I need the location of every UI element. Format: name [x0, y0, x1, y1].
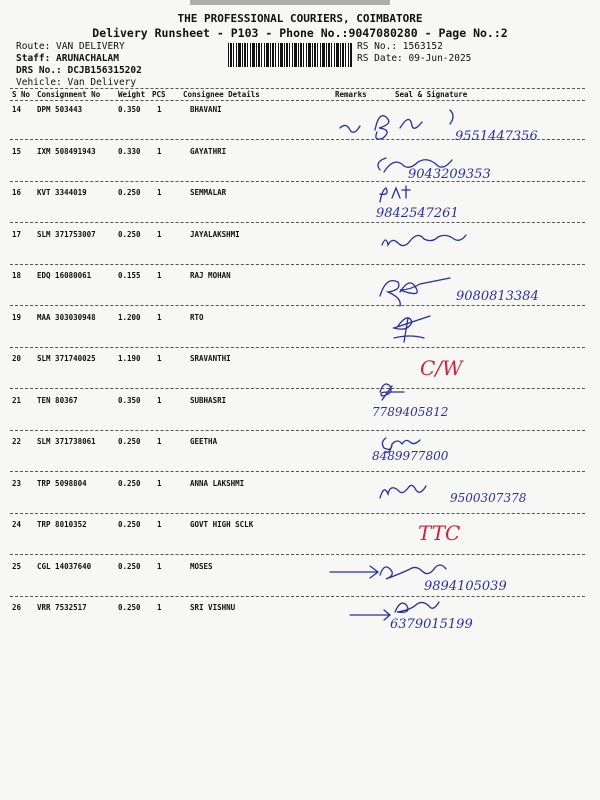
- row-sno: 26: [12, 603, 22, 612]
- vehicle-label: Vehicle: Van Delivery: [16, 77, 137, 88]
- col-consignee: Consignee Details: [183, 90, 260, 99]
- barcode: [228, 43, 352, 67]
- row-divider: [10, 554, 585, 555]
- col-pcs: PCS: [152, 90, 166, 99]
- row-sno: 23: [12, 478, 22, 488]
- runsheet-subtitle: Delivery Runsheet - P103 - Phone No.:9047080280 - Page No.:2: [92, 26, 508, 40]
- row-consignment-no: MAA 303030948: [37, 312, 96, 322]
- header-rule-bottom: [10, 100, 585, 101]
- row-weight: 0.350: [118, 395, 141, 405]
- row-consignment-no: VRR 7532517: [37, 603, 87, 612]
- row-pcs: 1: [157, 520, 162, 529]
- sig-14-ink: [340, 125, 360, 132]
- row-consignee: BHAVANI: [190, 105, 222, 114]
- row-pcs: 1: [157, 271, 162, 280]
- header-rule-top: [10, 88, 585, 89]
- sig-16-phone: 9842547261: [376, 206, 459, 221]
- row-pcs: 1: [157, 561, 162, 571]
- row-divider: [10, 222, 585, 223]
- row-divider: [10, 596, 585, 597]
- row-pcs: 1: [157, 395, 162, 405]
- row-weight: 0.250: [118, 520, 141, 529]
- row-consignee: MOSES: [190, 561, 213, 571]
- row-consignment-no: IXM 508491943: [37, 146, 96, 156]
- row-pcs: 1: [157, 188, 162, 197]
- sig-14-phone: 9551447356: [455, 129, 538, 144]
- sig-16-ink: [380, 186, 410, 202]
- company-title: THE PROFESSIONAL COURIERS, COIMBATORE: [177, 12, 423, 25]
- row-consignment-no: TEN 80367: [37, 395, 78, 405]
- drs-label: DRS No.: DCJB156315202: [16, 65, 142, 76]
- row-pcs: 1: [157, 312, 162, 322]
- row-weight: 0.250: [118, 229, 141, 239]
- row-consignment-no: KVT 3344019: [37, 188, 87, 197]
- col-weight: Weight: [118, 90, 146, 99]
- row-weight: 0.250: [118, 603, 141, 612]
- row-sno: 25: [12, 561, 22, 571]
- sig-25-phone: 9894105039: [424, 579, 507, 594]
- row-sno: 18: [12, 271, 22, 280]
- row-consignee: JAYALAKSHMI: [190, 229, 240, 239]
- row-consignee: RTO: [190, 312, 204, 322]
- row-consignee: GAYATHRI: [190, 146, 227, 156]
- row-consignment-no: EDQ 16080061: [37, 271, 92, 280]
- sig-18-ink: [380, 278, 450, 306]
- row-pcs: 1: [157, 354, 162, 363]
- row-consignee: SEMMALAR: [190, 188, 227, 197]
- sig-17-ink: [382, 235, 466, 246]
- row-divider: [10, 347, 585, 348]
- row-weight: 1.190: [118, 354, 141, 363]
- row-divider: [10, 430, 585, 431]
- row-consignment-no: SLM 371738061: [37, 437, 96, 446]
- row-weight: 0.330: [118, 146, 141, 156]
- row-weight: 0.250: [118, 478, 141, 488]
- col-remarks: Remarks: [335, 90, 367, 99]
- row-consignment-no: CGL 14037640: [37, 561, 92, 571]
- row-consignment-no: SLM 371740025: [37, 354, 96, 363]
- row-pcs: 1: [157, 146, 162, 156]
- row-divider: [10, 264, 585, 265]
- row-weight: 0.250: [118, 188, 141, 197]
- row-consignee: ANNA LAKSHMI: [190, 478, 245, 488]
- row-pcs: 1: [157, 437, 162, 446]
- sig-18-phone: 9080813384: [456, 289, 539, 304]
- sig-23-phone: 9500307378: [450, 491, 527, 505]
- rs-no-label: RS No.: 1563152: [357, 41, 443, 52]
- row-consignee: SRI VISHNU: [190, 603, 236, 612]
- row-divider: [10, 513, 585, 514]
- row-consignment-no: SLM 371753007: [37, 229, 96, 239]
- row-consignment-no: TRP 8010352: [37, 520, 87, 529]
- row-consignment-no: DPM 503443: [37, 105, 83, 114]
- sig-22-phone: 8489977800: [372, 449, 449, 463]
- sig-22-ink: [382, 438, 420, 452]
- row-sno: 20: [12, 354, 22, 363]
- sig-23-ink: [380, 485, 426, 498]
- row-consignment-no: TRP 5098804: [37, 478, 87, 488]
- row-divider: [10, 305, 585, 306]
- sig-15-ink: [378, 158, 452, 172]
- row-weight: 0.250: [118, 561, 141, 571]
- sig-14-scrawl: [375, 110, 453, 139]
- row-weight: 1.200: [118, 312, 141, 322]
- row-weight: 0.155: [118, 271, 141, 280]
- sig-20-cw-mark: C/W: [420, 356, 463, 380]
- row-pcs: 1: [157, 478, 162, 488]
- row-consignee: SRAVANTHI: [190, 354, 231, 363]
- col-seal: Seal & Signature: [395, 90, 468, 99]
- sig-24-ttc-mark: TTC: [418, 521, 461, 545]
- row-sno: 17: [12, 229, 22, 239]
- row-divider: [10, 181, 585, 182]
- row-weight: 0.350: [118, 105, 141, 114]
- sig-21-phone: 7789405812: [372, 405, 449, 419]
- row-pcs: 1: [157, 603, 162, 612]
- sig-21-ink: [380, 384, 404, 400]
- route-label: Route: VAN DELIVERY: [16, 41, 125, 52]
- row-pcs: 1: [157, 105, 162, 114]
- row-consignee: GEETHA: [190, 437, 218, 446]
- row-weight: 0.250: [118, 437, 141, 446]
- sig-15-phone: 9043209353: [408, 167, 491, 182]
- row-sno: 14: [12, 105, 22, 114]
- row-divider: [10, 388, 585, 389]
- row-consignee: GOVT HIGH SCLK: [190, 520, 254, 529]
- row-sno: 24: [12, 520, 22, 529]
- row-sno: 16: [12, 188, 22, 197]
- row-divider: [10, 139, 585, 140]
- sig-25-ink: [330, 565, 446, 579]
- rs-date-label: RS Date: 09-Jun-2025: [357, 53, 472, 64]
- row-pcs: 1: [157, 229, 162, 239]
- sig-26-phone: 6379015199: [390, 617, 473, 632]
- row-sno: 21: [12, 395, 22, 405]
- row-sno: 15: [12, 146, 22, 156]
- row-sno: 19: [12, 312, 22, 322]
- row-consignee: SUBHASRI: [190, 395, 227, 405]
- sig-19-ink: [394, 316, 430, 342]
- row-divider: [10, 471, 585, 472]
- sig-26-ink: [350, 602, 439, 620]
- row-consignee: RAJ MOHAN: [190, 271, 231, 280]
- row-sno: 22: [12, 437, 22, 446]
- col-sno: S No: [12, 90, 31, 99]
- scan-artifact: [190, 0, 390, 5]
- col-consignment: Consignment No: [37, 90, 101, 99]
- staff-label: Staff: ARUNACHALAM: [16, 53, 119, 64]
